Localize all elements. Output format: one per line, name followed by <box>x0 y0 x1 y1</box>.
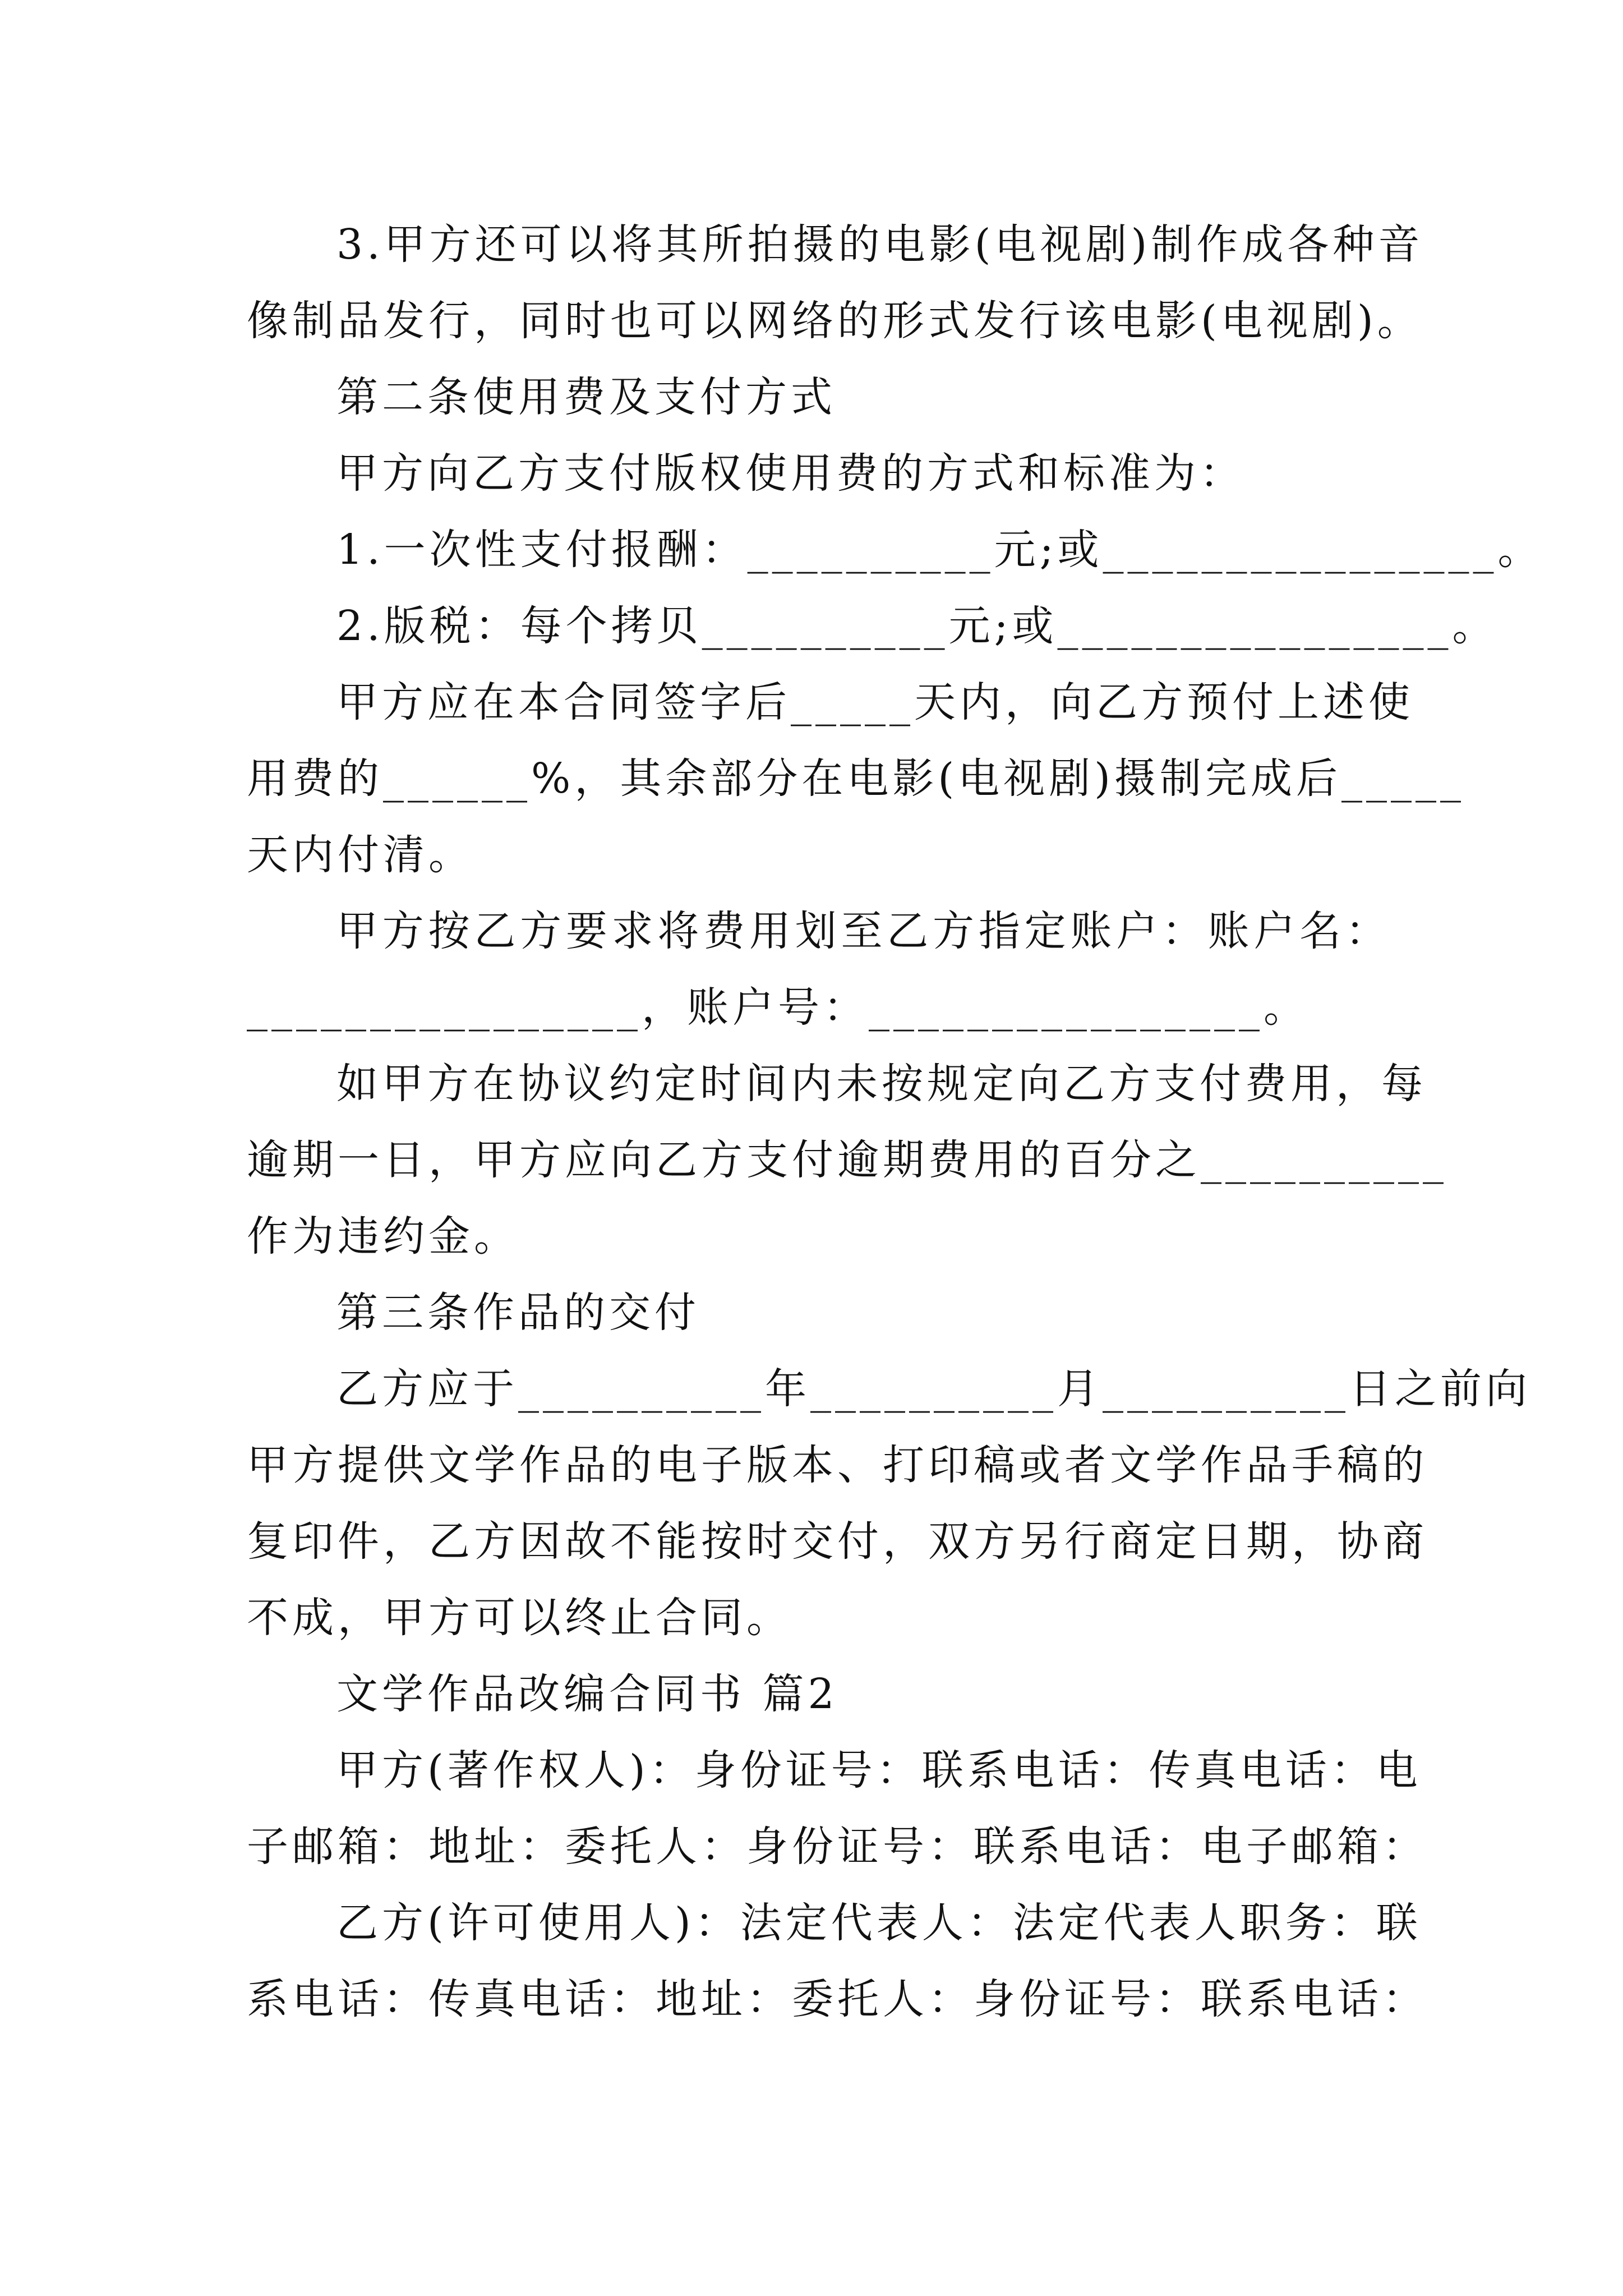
text-line: 如甲方在协议约定时间内未按规定向乙方支付费用，每 <box>336 1060 1427 1108</box>
text-line: 用费的______%，其余部分在电影(电视剧)摄制完成后_____ <box>247 754 1465 803</box>
text-line: 1.一次性支付报酬：__________元;或________________。 <box>336 526 1543 574</box>
text-line: 乙方应于__________年__________月__________日之前向 <box>336 1365 1531 1413</box>
text-line: 甲方提供文学作品的电子版本、打印稿或者文学作品手稿的 <box>247 1441 1428 1489</box>
text-line: 逾期一日，甲方应向乙方支付逾期费用的百分之__________ <box>247 1136 1447 1184</box>
text-line: 子邮箱：地址：委托人：身份证号：联系电话：电子邮箱： <box>247 1823 1428 1871</box>
text-line: 复印件，乙方因故不能按时交付，双方另行商定日期，协商 <box>247 1517 1428 1566</box>
text-line: ________________，账户号：________________。 <box>247 983 1309 1032</box>
text-line: 乙方(许可使用人)：法定代表人：法定代表人职务：联 <box>336 1899 1422 1947</box>
text-line: 作为违约金。 <box>247 1212 519 1260</box>
text-line: 天内付清。 <box>247 831 474 879</box>
text-line: 3.甲方还可以将其所拍摄的电影(电视剧)制作成各种音 <box>336 220 1424 269</box>
text-line: 甲方(著作权人)：身份证号：联系电话：传真电话：电 <box>336 1746 1422 1795</box>
text-line: 系电话：传真电话：地址：委托人：身份证号：联系电话： <box>247 1975 1428 2023</box>
text-line: 2.版税：每个拷贝__________元;或________________。 <box>336 602 1498 650</box>
text-line: 像制品发行，同时也可以网络的形式发行该电影(电视剧)。 <box>247 297 1423 345</box>
section-heading: 第二条使用费及支付方式 <box>336 373 836 421</box>
article-title: 文学作品改编合同书 篇2 <box>336 1670 838 1718</box>
text-line: 甲方应在本合同签字后_____天内，向乙方预付上述使 <box>336 678 1414 726</box>
section-heading: 第三条作品的交付 <box>336 1289 700 1337</box>
text-line: 不成，甲方可以终止合同。 <box>247 1594 792 1642</box>
text-line: 甲方向乙方支付版权使用费的方式和标准为： <box>336 449 1245 498</box>
text-line: 甲方按乙方要求将费用划至乙方指定账户：账户名： <box>336 907 1391 955</box>
